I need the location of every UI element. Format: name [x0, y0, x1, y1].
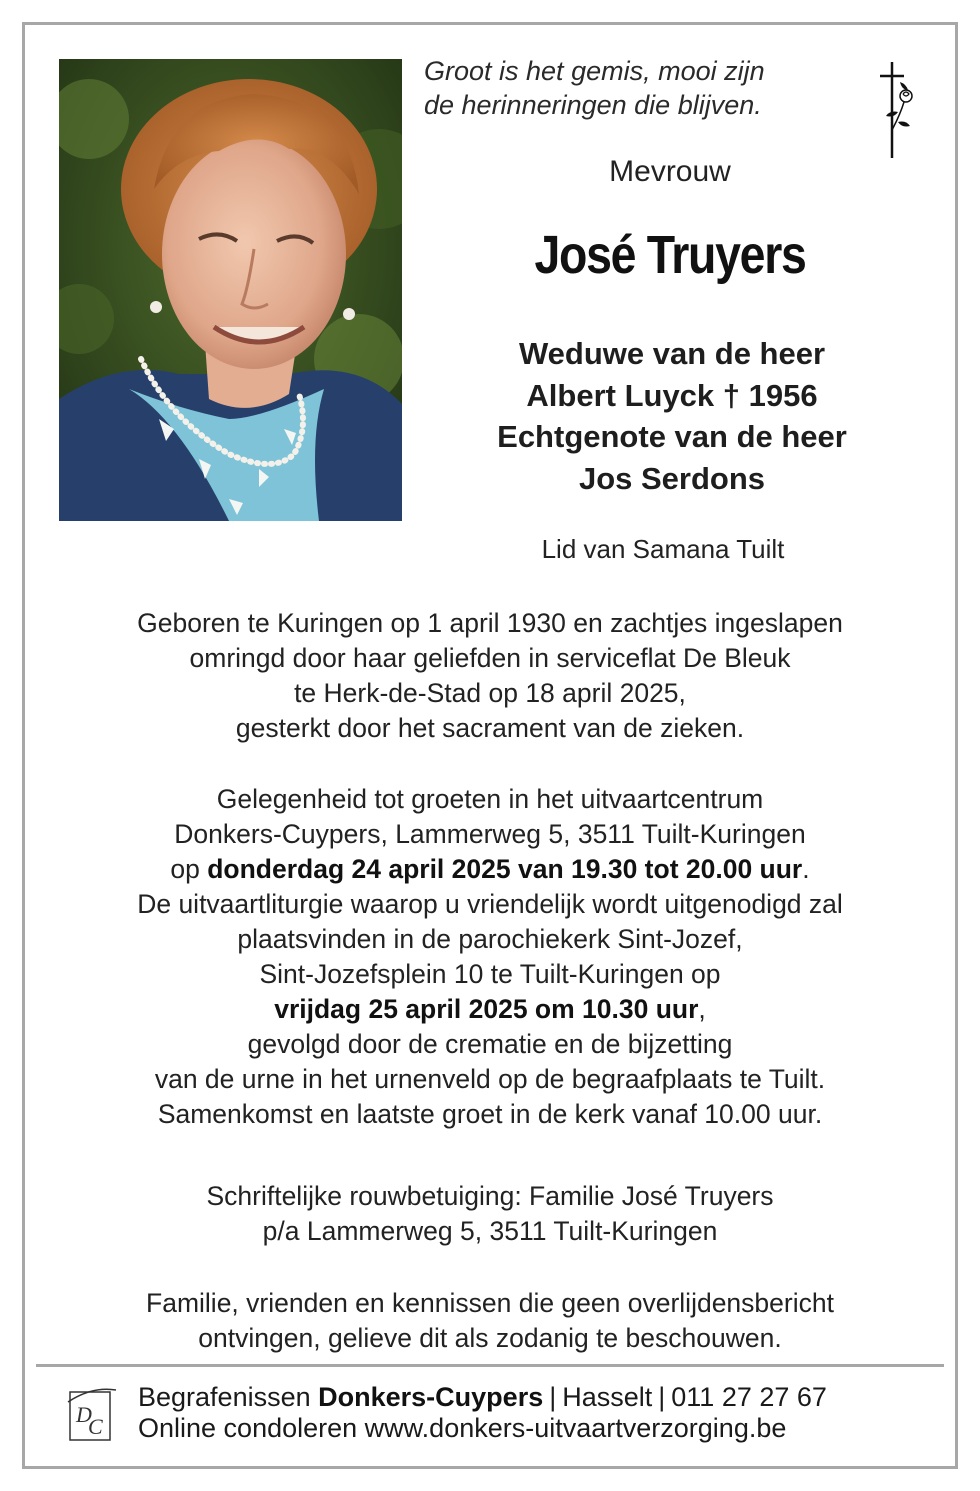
text-line: De uitvaartliturgie waarop u vriendelijk wordt uitgenodigd zal [137, 889, 843, 919]
visitation-date: donderdag 24 april 2025 van 19.30 tot 20.00 uur [207, 854, 803, 884]
funeral-date-line [40, 992, 940, 1027]
separator: | [658, 1382, 666, 1412]
text-line: omringd door haar geliefden in serviceflat De Bleuk [189, 643, 791, 673]
text-line: te Herk-de-Stad op 18 april 2025, [294, 678, 686, 708]
text-line: ontvingen, gelieve dit als zodanig te beschouwen. [198, 1323, 782, 1353]
notice-block [40, 1286, 940, 1356]
cross-with-rose-icon [870, 60, 922, 160]
honorific-title: Mevrouw [609, 155, 731, 188]
quote-line: Groot is het gemis, mooi zijn [424, 56, 765, 86]
svg-text:D: D [76, 1402, 92, 1427]
donkers-cuypers-logo [66, 1384, 118, 1444]
svg-text:C: C [88, 1414, 103, 1439]
birth-death-block [40, 606, 940, 746]
text-line: plaatsvinden in de parochiekerk Sint-Jozef, [237, 924, 743, 954]
relation-line: Jos Serdons [578, 460, 766, 496]
text-fragment: . [802, 854, 810, 884]
text-fragment: , [698, 994, 706, 1024]
portrait-photo [59, 59, 402, 521]
text-fragment: op [170, 854, 200, 884]
phone-number[interactable]: 011 27 27 67 [671, 1382, 827, 1412]
text-line: van de urne in het urnenveld op de begraafplaats te Tuilt. [154, 1064, 826, 1094]
text-line: gevolgd door de crematie en de bijzetting [247, 1029, 733, 1059]
relation-line: Albert Luyck † 1956 [526, 377, 818, 413]
online-label: Online condoleren [138, 1413, 358, 1443]
website-link[interactable]: www.donkers-uitvaartverzorging.be [364, 1413, 787, 1443]
footer-divider [36, 1364, 944, 1367]
condolence-address-block [40, 1179, 940, 1249]
funeral-home-city: Hasselt [562, 1382, 653, 1412]
text-line: p/a Lammerweg 5, 3511 Tuilt-Kuringen [262, 1216, 718, 1246]
relation-line: Echtgenote van de heer [497, 419, 847, 454]
funeral-details-block [40, 782, 940, 1132]
text-line: Schriftelijke rouwbetuiging: Familie José Truyers [206, 1181, 774, 1211]
footer-line-contact [138, 1382, 898, 1413]
relation-line: Weduwe van de heer [518, 336, 826, 371]
funeral-date: vrijdag 25 april 2025 om 10.30 uur [274, 994, 699, 1024]
separator: | [549, 1382, 557, 1412]
deceased-name: José Truyers [534, 225, 806, 285]
footer-prefix: Begrafenissen [138, 1382, 311, 1412]
text-line: Gelegenheid tot groeten in het uitvaartcentrum [216, 784, 764, 814]
funeral-home-name: Donkers-Cuypers [318, 1382, 544, 1412]
text-line: Sint-Jozefsplein 10 te Tuilt-Kuringen op [259, 959, 721, 989]
text-line: Geboren te Kuringen op 1 april 1930 en zachtjes ingeslapen [137, 608, 843, 638]
memorial-quote [424, 54, 844, 122]
text-line: Samenkomst en laatste groet in de kerk vanaf 10.00 uur. [157, 1099, 823, 1129]
funeral-home-footer [138, 1382, 898, 1444]
relationship-block [430, 333, 914, 499]
text-line: Donkers-Cuypers, Lammerweg 5, 3511 Tuilt-Kuringen [174, 819, 806, 849]
footer-line-online [138, 1413, 898, 1444]
visitation-line [40, 852, 940, 887]
membership-line: Lid van Samana Tuilt [541, 534, 785, 564]
quote-line: de herinneringen die blijven. [424, 90, 762, 120]
text-line: Familie, vrienden en kennissen die geen overlijdensbericht [146, 1288, 834, 1318]
text-line: gesterkt door het sacrament van de zieken. [235, 713, 745, 743]
